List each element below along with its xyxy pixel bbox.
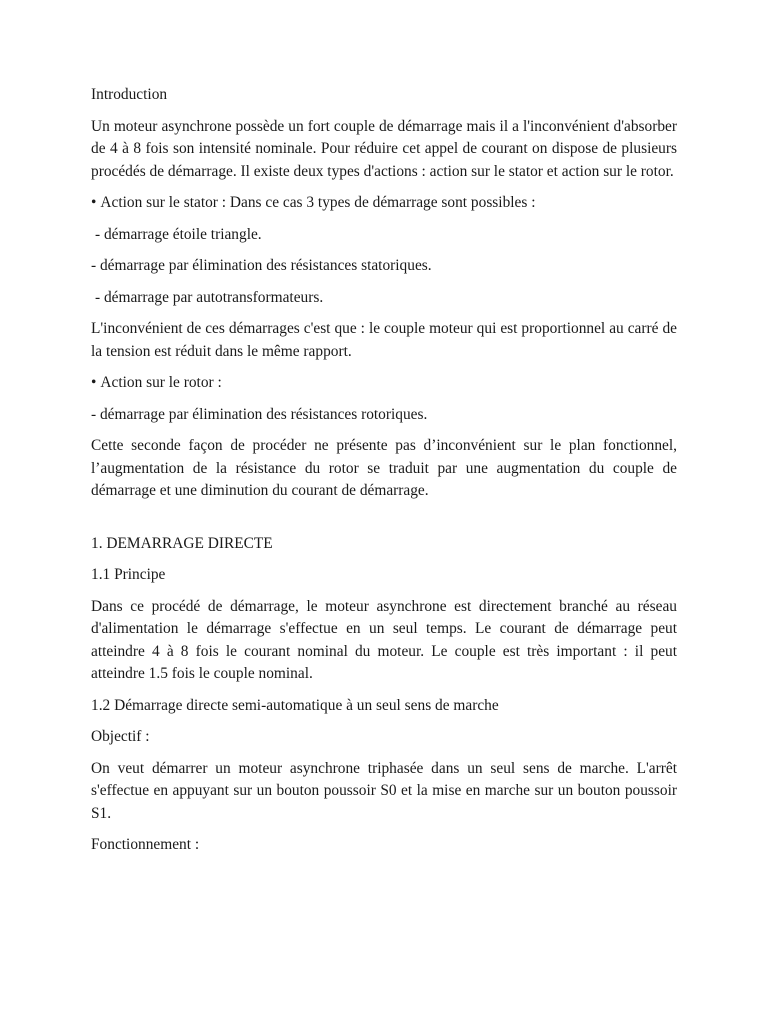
stator-item: - démarrage par élimination des résistances statoriques. [91, 257, 432, 274]
section-1-1-title: 1.1 Principe [91, 566, 166, 583]
section-1-2-title: 1.2 Démarrage directe semi-automatique à un seul sens de marche [91, 696, 499, 714]
operation-label: Fonctionnement : [91, 836, 200, 853]
rotor-action-bullet: • Action sur le rotor : [91, 372, 677, 395]
section-1-title: 1. DEMARRAGE DIRECTE [91, 534, 273, 552]
rotor-item: - démarrage par élimination des résistances rotoriques. [91, 405, 428, 423]
stator-action-bullet: • Action sur le stator : Dans ce cas 3 types de démarrage sont possibles : [91, 192, 677, 215]
stator-item: - démarrage par autotransformateurs. [95, 288, 324, 306]
intro-paragraph: Un moteur asynchrone possède un fort couple de démarrage mais il a l'inconvénient d'absorber de 4 à 8 fois son intensité nominale. Pour réduire cet appel de courant on dispose de plusieurs procédés de démarrage. Il existe deux types d'actions : action sur le stator et action sur le rotor. [91, 117, 677, 180]
document-page [91, 84, 677, 866]
intro-title: Introduction [91, 86, 168, 103]
stator-item: - démarrage étoile triangle. [95, 225, 262, 243]
section-1-1-paragraph: Dans ce procédé de démarrage, le moteur asynchrone est directement branché au réseau d'alimentation le démarrage s'effectue en un seul temps. Le courant de démarrage peut atteindre 4 à 8 fois le courant nominal du moteur. Le couple est très important : il peut atteindre 1.5 fois le couple nominal. [91, 597, 677, 682]
stator-drawback-paragraph: L'inconvénient de ces démarrages c'est que : le couple moteur qui est proportionnel au carré de la tension est réduit dans le même rapport. [91, 320, 677, 360]
rotor-paragraph: Cette seconde façon de procéder ne présente pas d’inconvénient sur le plan fonctionnel, l’augmentation de la résistance du rotor se traduit par une augmentation du couple de démarrage et une diminution du courant de démarrage. [91, 437, 677, 499]
objective-label: Objectif : [91, 728, 150, 745]
objective-paragraph: On veut démarrer un moteur asynchrone triphasée dans un seul sens de marche. L'arrêt s'effectue en appuyant sur un bouton poussoir S0 et la mise en marche sur un bouton poussoir S1. [91, 759, 677, 822]
